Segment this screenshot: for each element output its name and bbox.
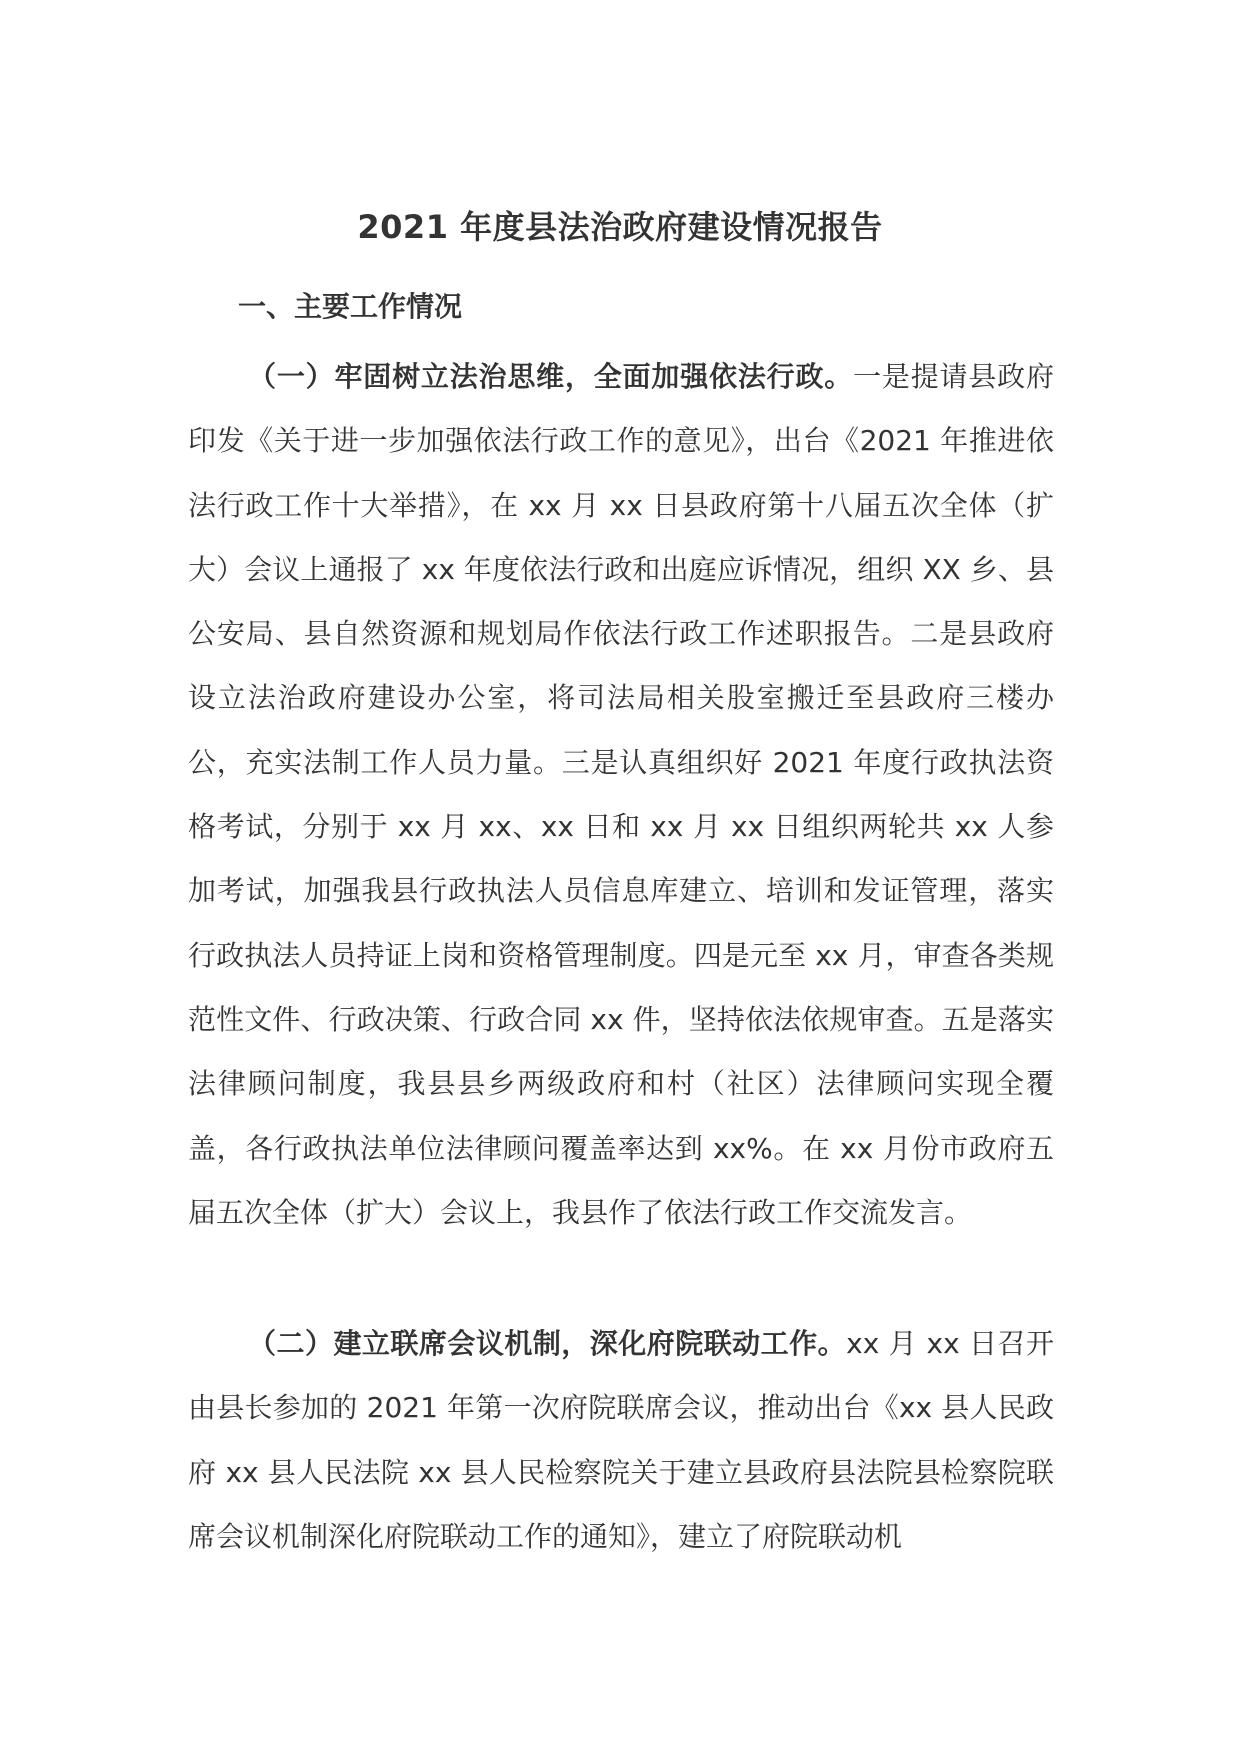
paragraph-lead: （二）建立联席会议机制，深化府院联动工作。: [248, 1327, 847, 1360]
paragraph: [188, 1312, 1054, 1569]
paragraph-lead: （一）牢固树立法治思维，全面加强依法行政。: [248, 360, 854, 393]
section-heading: 一、主要工作情况: [238, 290, 463, 323]
paragraph-body: xx 月 xx 日召开由县长参加的 2021 年第一次府院联席会议，推动出台《xx 县人民政府 xx 县人民法院 xx 县人民检察院关于建立县政府县法院县检察院联席会议机制深化府院联动工作的通知》，建立了府院联动机: [188, 1327, 1054, 1553]
paragraph-body: 一是提请县政府印发《关于进一步加强依法行政工作的意见》，出台《2021 年推进依法行政工作十大举措》，在 xx 月 xx 日县政府第十八届五次全体（扩大）会议上通报了 xx 年度依法行政和出庭应诉情况，组织 XX 乡、县公安局、县自然资源和规划局作依法行政工作述职报告。二是县政府设立法治政府建设办公室，将司法局相关股室搬迁至县政府三楼办公，充实法制工作人员力量。三是认真组织好 2021 年度行政执法资格考试，分别于 xx 月 xx、xx 日和 xx 月 xx 日组织两轮共 xx 人参加考试，加强我县行政执法人员信息库建立、培训和发证管理，落实行政执法人员持证上岗和资格管理制度。四是元至 xx 月，审查各类规范性文件、行政决策、行政合同 xx 件，坚持依法依规审查。五是落实法律顾问制度，我县县乡两级政府和村（社区）法律顾问实现全覆盖，各行政执法单位法律顾问覆盖率达到 xx%。在 xx 月份市政府五届五次全体（扩大）会议上，我县作了依法行政工作交流发言。: [188, 360, 1054, 1229]
paragraph: [188, 345, 1054, 1245]
document-title: 2021 年度县法治政府建设情况报告: [357, 208, 883, 246]
